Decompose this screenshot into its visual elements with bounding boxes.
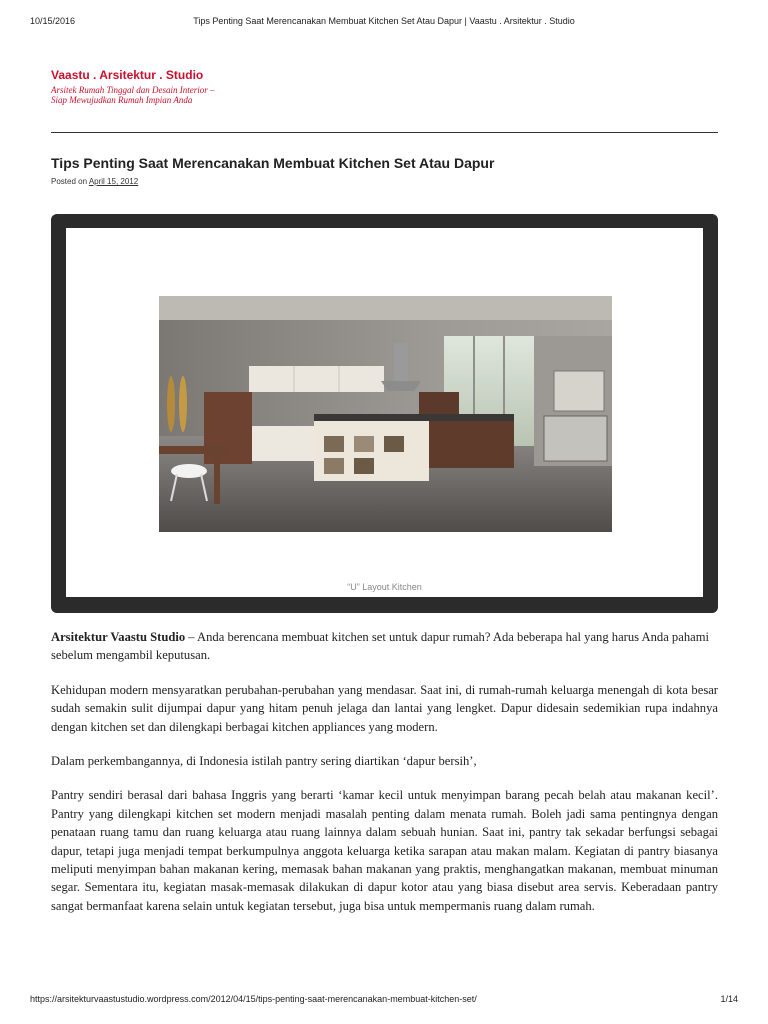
posted-on-label: Posted on [51,177,88,186]
paragraph: Dalam perkembangannya, di Indonesia istilah pantry sering diartikan ‘dapur bersih’, [51,754,477,769]
site-description: Arsitek Rumah Tinggal dan Desain Interior – Siap Mewujudkan Rumah Impian Anda [51,85,215,105]
print-date: 10/15/2016 [30,16,76,26]
image-caption: “U” Layout Kitchen [347,582,422,592]
intro-strong: Arsitektur Vaastu Studio [51,630,186,644]
post-content [51,628,718,931]
paragraph: Kehidupan modern mensyaratkan perubahan-perubahan yang mendasar. Saat ini, di rumah-rumah keluarga menengah di kota besar sudah semakin sulit dijumpai dapur yang hitam penuh jelaga dan lantai yang lengket. Dapur didesain sedemikian rupa indahnya dengan kitchen set dan dilengkapi berbagai kitchen appliances yang modern. [51,682,718,734]
intro-text: – Anda berencana membuat kitchen set untuk dapur rumah? Ada beberapa hal yang harus Anda pahami sebelum mengambil keputusan. [51,630,709,663]
paragraph: Pantry sendiri berasal dari bahasa Inggris yang berarti ‘kamar kecil untuk menyimpan barang pecah belah atau makanan kecil’. Pantry yang dilengkapi kitchen set modern menjadi masalah penting dalam menata rumah. Boleh jadi sama pentingnya dengan penataan ruang tamu dan ruang keluarga atau ruang lainnya dalam sebuah hunian. Saat ini, pantry tak sekadar berfungsi sebagai dapur, tetapi juga menjadi tempat berkumpulnya anggota keluarga ketika sarapan atau makan malam. Kegiatan di pantry biasanya meliputi menyimpan bahan makanan kering, memasak bahan makanan yang praktis, menghangatkan makanan, membuat minuman segar. Sementara itu, kegiatan masak-memasak dilakukan di dapur kotor atau yang biasa disebut area servis. Keberadaan pantry sangat bermanfaat karena selain untuk kegiatan tersebut, juga bisa untuk mempermanis ruang dalam rumah. [51,788,718,913]
post-meta [51,177,138,186]
site-title-link[interactable]: Vaastu . Arsitektur . Studio [51,68,204,82]
print-page-title: Tips Penting Saat Merencanakan Membuat Kitchen Set Atau Dapur | Vaastu . Arsitektur . Studio [193,16,575,26]
post-title: Tips Penting Saat Merencanakan Membuat Kitchen Set Atau Dapur [51,155,495,171]
print-header [30,16,738,30]
intro-paragraph [51,628,718,665]
print-url: https://arsitekturvaastustudio.wordpress.com/2012/04/15/tips-penting-saat-merencanakan-membuat-kitchen-set/ [30,994,477,1004]
site-header [51,68,718,105]
print-page-number: 1/14 [720,994,738,1004]
kitchen-photo [159,296,612,532]
header-divider [51,132,718,133]
image-container [66,228,703,597]
post-date-link[interactable]: April 15, 2012 [88,177,139,186]
print-footer [30,994,738,1008]
image-frame [51,214,718,613]
